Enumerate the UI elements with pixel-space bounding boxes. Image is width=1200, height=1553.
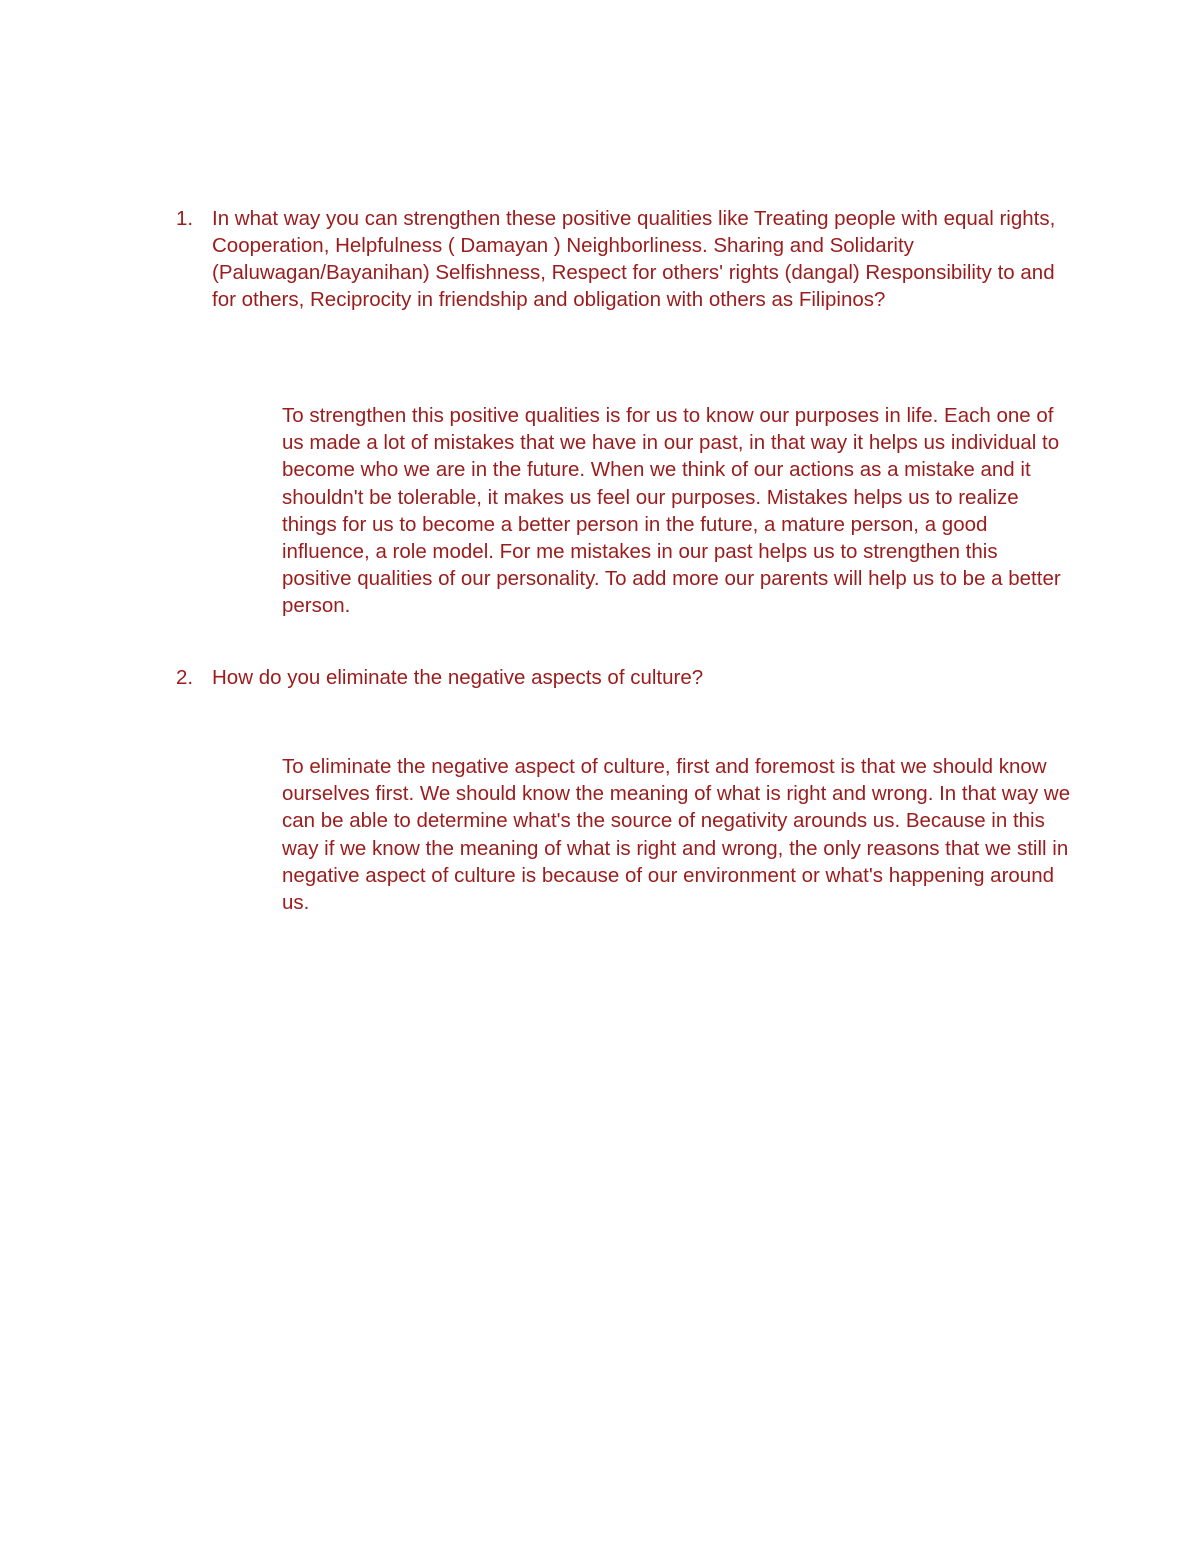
question-number: 1. [176, 207, 194, 230]
question-number: 2. [176, 666, 194, 689]
answer-1: To strengthen this positive qualities is for us to know our purposes in life. Each one of us made a lot of mistakes that we have in our past, in that way it helps us individual to become who we are in the future. When we think of our actions as a mistake and it shouldn't be tolerable, it makes us feel our purposes. Mistakes helps us to realize things for us to become a better person in the future, a mature person, a good influence, a role model. For me mistakes in our past helps us to strengthen this positive qualities of our personality. To add more our parents will help us to be a better person. [282, 404, 1061, 618]
answer-2: To eliminate the negative aspect of culture, first and foremost is that we should know ourselves first. We should know the meaning of what is right and wrong. In that way we can be able to determine what's the source of negativity arounds us. Because in this way if we know the meaning of what is right and wrong, the only reasons that we still in negative aspect of culture is because of our environment or what's happening around us. [282, 755, 1071, 915]
question-1 [176, 205, 1076, 313]
question-text: How do you eliminate the negative aspects of culture? [212, 666, 704, 689]
question-text: In what way you can strengthen these positive qualities like Treating people with equal rights, Cooperation, Helpfulness ( Damayan ) Neighborliness. Sharing and Solidarity (Paluwagan/Bayanihan) Selfishness, Respect for others' rights (dangal) Responsibility to and for others, Reciprocity in friendship and obligation with others as Filipinos? [212, 207, 1056, 311]
question-2 [176, 664, 1076, 691]
